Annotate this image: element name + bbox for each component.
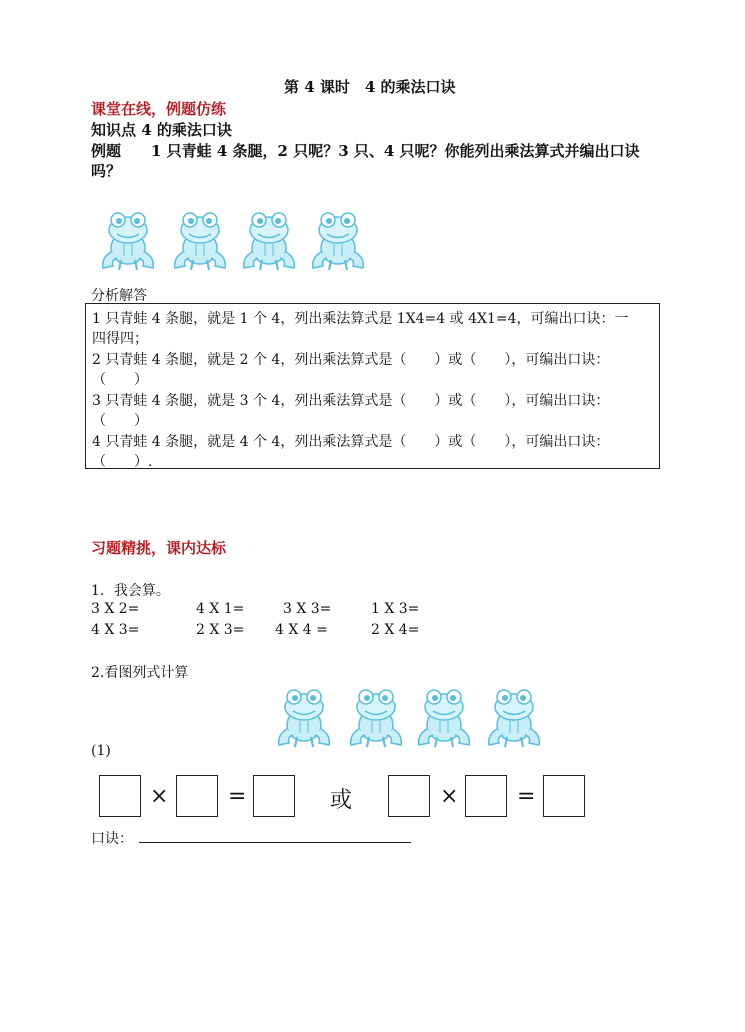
frog-icon — [169, 208, 231, 272]
q1-item: 4 X 4 = — [275, 622, 328, 638]
or-text: 或 — [330, 788, 353, 813]
analysis-line: 3 只青蛙 4 条腿，就是 3 个 4，列出乘法算式是（ ）或（ ），可编出口诀： — [92, 393, 610, 409]
koujue-answer-line[interactable] — [139, 842, 411, 843]
section-heading-online: 课堂在线，例题仿练 — [91, 100, 227, 118]
equals-sign: = — [517, 784, 536, 809]
q2-subquestion: (1) — [91, 743, 111, 759]
q1-item: 3 X 3= — [283, 601, 332, 617]
frog-icon — [345, 685, 407, 749]
frog-icon — [413, 685, 475, 749]
q2-title: 2.看图列式计算 — [91, 665, 189, 681]
answer-box[interactable] — [253, 775, 295, 817]
answer-box[interactable] — [99, 775, 141, 817]
analysis-line: 1 只青蛙 4 条腿，就是 1 个 4，列出乘法算式是 1X4=4 或 4X1=4，可编出口诀：一 — [92, 311, 629, 327]
analysis-line: 4 只青蛙 4 条腿，就是 4 个 4，列出乘法算式是（ ）或（ ），可编出口诀： — [92, 434, 610, 450]
analysis-box — [85, 303, 660, 469]
analysis-line: （ ） — [92, 413, 148, 429]
q1-item: 2 X 3= — [196, 622, 245, 638]
q1-item: 4 X 1= — [196, 601, 245, 617]
analysis-label: 分析解答 — [91, 288, 147, 304]
times-sign: × — [440, 784, 459, 809]
frog-icon — [97, 208, 159, 272]
answer-box[interactable] — [176, 775, 218, 817]
analysis-line: （ ）. — [92, 454, 153, 470]
analysis-line: 2 只青蛙 4 条腿，就是 2 个 4，列出乘法算式是（ ）或（ ），可编出口诀： — [92, 352, 610, 368]
equals-sign: = — [228, 784, 247, 809]
analysis-line: （ ） — [92, 372, 148, 388]
frog-icon — [238, 208, 300, 272]
answer-box[interactable] — [388, 775, 430, 817]
answer-box[interactable] — [465, 775, 507, 817]
example-line-2: 吗？ — [91, 162, 122, 180]
answer-box[interactable] — [543, 775, 585, 817]
q1-title: 1．我会算。 — [91, 583, 170, 599]
example-line-1: 例题 1 只青蛙 4 条腿，2 只呢？3 只、4 只呢？你能列出乘法算式并编出口诀 — [91, 142, 640, 160]
q1-item: 2 X 4= — [371, 622, 420, 638]
frog-icon — [483, 685, 545, 749]
frog-icon — [273, 685, 335, 749]
times-sign: × — [150, 784, 169, 809]
koujue-label: 口诀： — [91, 831, 133, 847]
q1-item: 3 X 2= — [91, 601, 140, 617]
frog-icon — [307, 208, 369, 272]
analysis-line: 四得四； — [92, 331, 148, 347]
page-title: 第 4 课时 4 的乘法口诀 — [284, 78, 456, 96]
q1-item: 1 X 3= — [371, 601, 420, 617]
q1-item: 4 X 3= — [91, 622, 140, 638]
section-heading-exercises: 习题精挑，课内达标 — [91, 539, 227, 557]
knowledge-point: 知识点 4 的乘法口诀 — [91, 121, 232, 139]
